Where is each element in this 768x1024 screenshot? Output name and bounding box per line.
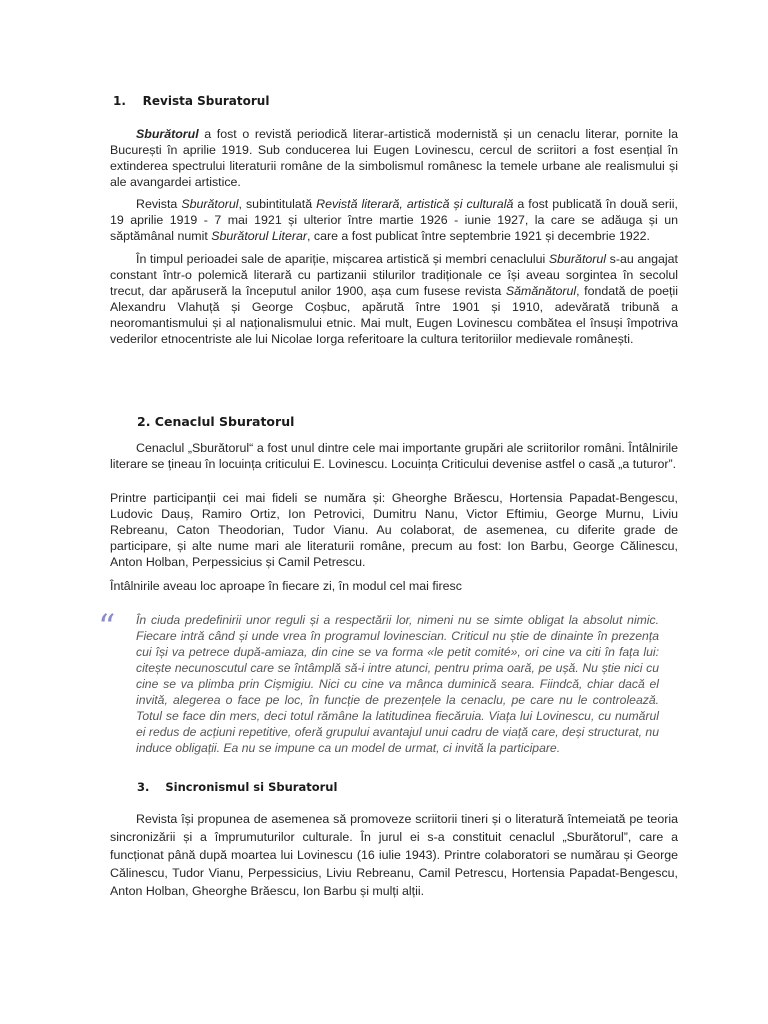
section-1-title: Revista Sburatorul (142, 94, 270, 108)
term-sburatorul: Sburătorul (136, 127, 199, 141)
text-run: a fost publicată în două serii, 19 aprilie 1919 - 7 mai 1921 și ulterior între martie 1926 - iunie 1927, la care se adăuga și un săptămânal numit (110, 197, 678, 243)
paragraph-sincronism: Revista își propunea de asemenea să promoveze scriitorii tineri și o literatură întemeiată pe teoria sincronizării și a împrumuturilor culturale. În jurul ei s-a constituit cenaclul „Sburătorul”, care a funcționat până după moartea lui Lovinescu (16 iulie 1943). Printre colaboratori se numărau și George Călinescu, Tudor Vianu, Perpessicius, Liviu Rebreanu, Camil Petrescu, Hortensia Papadat-Bengescu, Anton Holban, Gheorghe Brăescu, Ion Barbu și mulți alții. (110, 812, 678, 898)
paragraph-polemica (110, 251, 678, 347)
text-run: Revista (136, 197, 182, 211)
italic-run: Sburătorul (181, 197, 239, 211)
italic-run: Sburătorul Literar (211, 229, 307, 243)
section-3-title: Sincronismul si Sburatorul (165, 780, 338, 794)
text-run: , fondată de poeții Alexandru Vlahuță și George Coșbuc, apărută între 1901 și 1910, adevărată tribună a neoromantismului și al naționalismului etnic. Mai mult, Eugen Lovinescu combătea el însuși împotriva vederilor etnocentriste ale lui Nicolae Iorga referitoare la cultura teritoriilor medievale românești. (110, 284, 678, 346)
section-3-number: 3. (137, 780, 150, 794)
text-run: , care a fost publicat între septembrie 1921 și decembrie 1922. (306, 229, 650, 243)
blockquote: În ciuda predefinirii unor reguli și a respectării lor, nimeni nu se simte obligat la absolut nimic. Fiecare intră când și unde vrea în programul lovinescian. Criticul nu știe de dinainte în prezența cui își va petrece după-amiaza, din cine se va forma «le petit comité», ori cine va citi în fața lui: citește necunoscutul care se întâmplă să-i intre atunci, pentru prima oară, pe ușă. Nu știe nici cu cine se va plimba prin Cișmigiu. Nici cu cine va mânca duminică seara. Fiindcă, chiar dacă el invită, alegerea o face pe loc, în funcție de prezențele la cenaclu, pe care nu le controlează. Totul se face din mers, deci totul rămâne la latitudinea fiecăruia. Viața lui Lovinescu, cu numărul ei redus de acțiuni repetitive, oferă grupului avantajul unui cadru de viață care, deși structurat, nu induce obligații. Ea nu se impune ca un model de urmat, ci invită la participare. (136, 613, 659, 755)
paragraph-cenaclul: Cenaclul „Sburătorul“ a fost unul dintre cele mai importante grupări ale scriitorilor români. Întâlnirile literare se țineau în locuința criticului E. Lovinescu. Locuința Criticului devenise astfel o casă „a tuturor”. (110, 441, 678, 471)
paragraph-intro (110, 126, 678, 190)
section-1-number: 1. (113, 94, 126, 108)
section-2-heading: 2. Cenaclul Sburatorul (137, 414, 295, 429)
text-run: , subintitulată (238, 197, 317, 211)
paragraph-intalnirile: Întâlnirile aveau loc aproape în fiecare zi, în modul cel mai firesc (110, 579, 462, 593)
text-run: s-au angajat constant într-o polemică literară cu partizanii stilurilor tradiționale ce își aveau sorgintea în secolul trecut, dar apăruseră la începutul anilor 1900, așa cum fusese revista (110, 252, 679, 298)
italic-run: Sămănătorul (505, 284, 577, 298)
section-3-heading (137, 780, 337, 794)
paragraph-participanti: Printre participanții cei mai fideli se număra și: Gheorghe Brăescu, Hortensia Papadat-Bengescu, Ludovic Dauș, Ramiro Ortiz, Ion Petrovici, Dumitru Nanu, Victor Eftimiu, George Murnu, Liviu Rebreanu, Caton Theodorian, Tudor Vianu. Au colaborat, de asemenea, cu diferite grade de participare, și alte nume mari ale literaturii române, precum au fost: Ion Barbu, George Călinescu, Anton Holban, Perpessicius și Camil Petrescu. (110, 491, 678, 569)
italic-run: Revistă literară, artistică și culturală (316, 197, 514, 211)
text-run: În timpul perioadei sale de apariție, mișcarea artistică și membri cenaclului (136, 252, 549, 266)
quote-mark-icon: “ (98, 607, 116, 647)
italic-run: Sburătorul (548, 252, 607, 266)
paragraph-revista (110, 196, 678, 244)
paragraph-intro-text: a fost o revistă periodică literar-artistică modernistă și un cenaclu literar, pornite la București în aprilie 1919. Sub conducerea lui Eugen Lovinescu, cercul de scriitori a fost esențial în extinderea spectrului literaturii române de la simbolismul românesc la temele urbane ale realismului și ale avangardei artistice. (110, 127, 678, 189)
section-1-heading (113, 94, 269, 108)
